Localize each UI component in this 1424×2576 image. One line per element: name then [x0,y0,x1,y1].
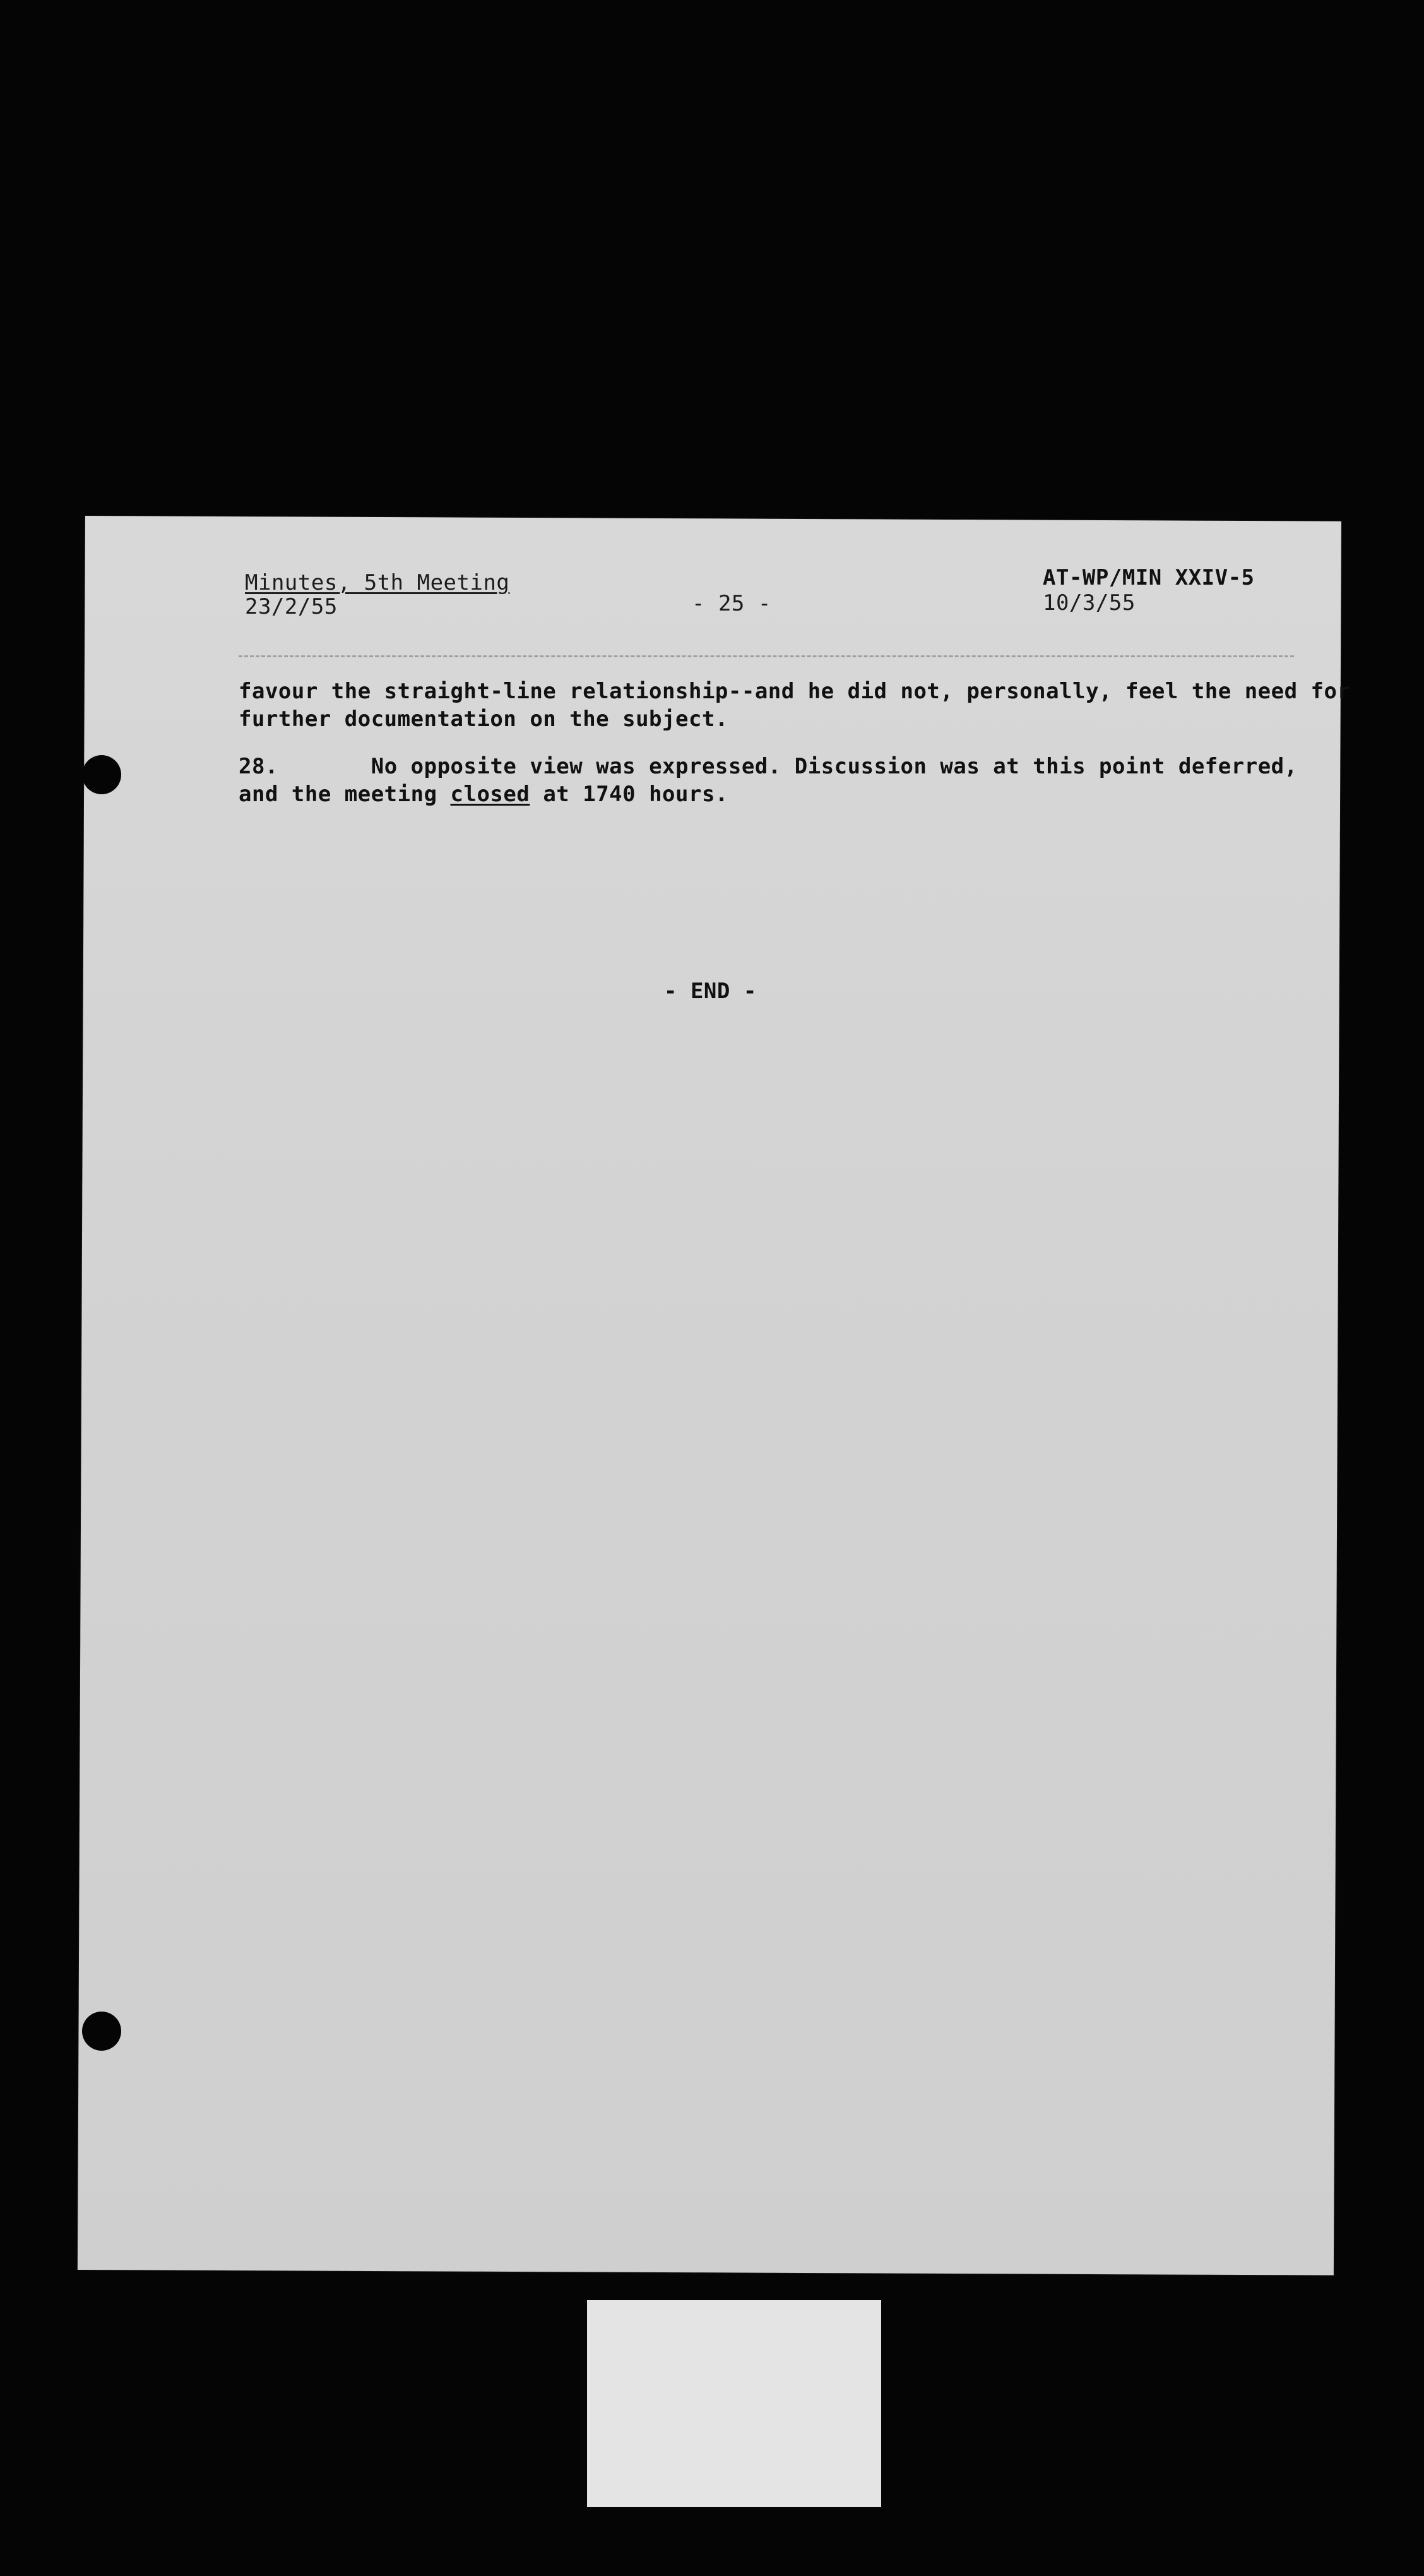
punch-hole-top [82,755,121,794]
paragraph-2-line-1 [239,754,1298,779]
closed-word: closed [450,782,530,807]
document-sheet [78,516,1341,2275]
punch-hole-bottom [82,2012,121,2051]
paragraph-2-line-2-end: at 1740 hours. [530,782,728,807]
issue-date: 10/3/55 [1043,590,1136,616]
document-title: Minutes, 5th Meeting [245,570,510,595]
end-mark: - END - [664,979,757,1004]
blank-card [587,2300,881,2507]
page-number: - 25 - [692,591,771,616]
paragraph-2-line-2 [239,782,728,807]
paragraph-number: 28. [239,754,278,779]
dashed-divider [239,655,1294,657]
document-reference: AT-WP/MIN XXIV-5 [1043,565,1255,590]
paragraph-1-line-1: favour the straight-line relationship--and he did not, personally, feel the need for [239,679,1351,704]
paragraph-2-line-2-start: and the meeting [239,782,451,807]
paragraph-1-line-2: further documentation on the subject. [239,707,728,732]
paragraph-2-text: No opposite view was expressed. Discussion was at this point deferred, [371,754,1298,779]
meeting-date: 23/2/55 [245,594,338,619]
